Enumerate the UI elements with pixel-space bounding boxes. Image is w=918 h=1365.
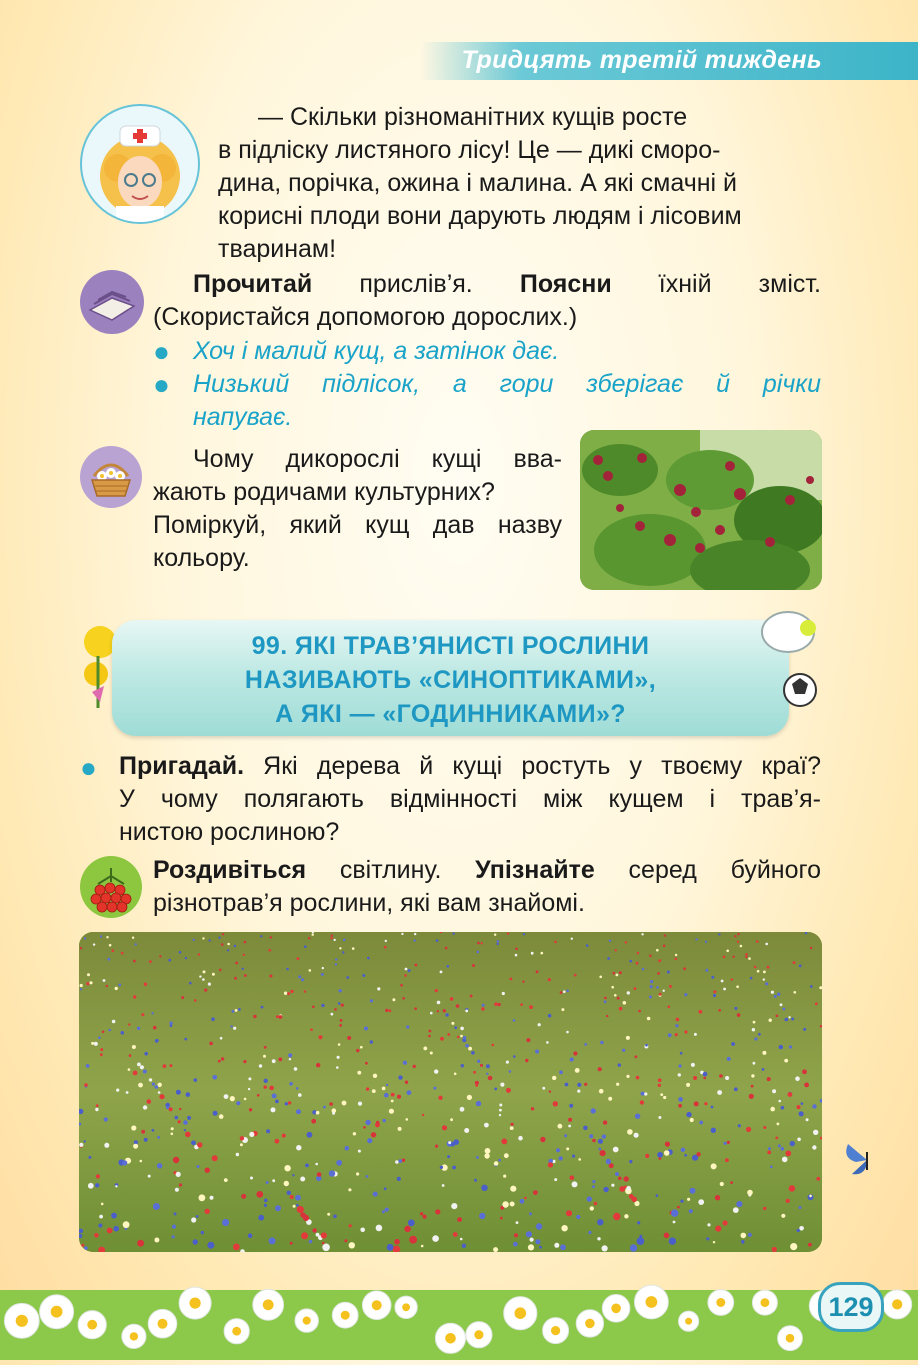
nurse-avatar-icon — [80, 104, 200, 224]
task1-line-1 — [193, 268, 821, 301]
recall-line-1 — [119, 750, 821, 783]
task3-line-1 — [153, 854, 821, 887]
intro-line-1: — Скільки різноманітних кущів росте — [258, 103, 688, 131]
proverb-2-line-2: напуває. — [193, 403, 293, 431]
bullet-dot: ● — [153, 369, 170, 400]
proverb-1: Хоч і малий кущ, а затінок дає. — [193, 337, 560, 365]
bullet-dot: ● — [153, 336, 170, 367]
lesson-title-banner — [112, 620, 789, 736]
task1-line-2: (Скористайся допомогою дорослих.) — [153, 303, 578, 331]
lesson-title-line-3: А ЯКІ — «ГОДИННИКАМИ»? — [275, 700, 626, 728]
task3-line-2: різнотрав’я рослини, які вам знайомі. — [153, 889, 585, 917]
task3-verb-look: Роздивіться — [153, 856, 307, 884]
task3-text-2: серед буйного — [594, 856, 821, 884]
task1-text-1: прислів’я. — [312, 270, 520, 298]
intro-line-3: дина, порічка, ожина і малина. А які смачні й — [218, 169, 738, 197]
page-header-title: Тридцять третій тиждень — [461, 46, 822, 74]
intro-line-5: тваринам! — [218, 235, 337, 263]
task3-verb-recognize: Упізнайте — [475, 856, 595, 884]
header-band — [420, 42, 918, 80]
recall-text-1: Які дерева й кущі ростуть у твоєму краї? — [244, 752, 821, 780]
task2-line-4: кольору. — [153, 544, 250, 572]
proverb-2-line-1: Низький підлісок, а гори зберігає й річки — [193, 370, 821, 398]
intro-line-2: в підліску листяного лісу! Це — дикі сморо- — [218, 136, 721, 164]
book-icon — [80, 270, 144, 334]
lesson-title-line-1: 99. ЯКІ ТРАВ’ЯНИСТІ РОСЛИНИ — [251, 632, 650, 660]
sport-items-decoration-icon — [752, 604, 822, 714]
recall-verb: Пригадай. — [119, 752, 245, 780]
basket-icon — [80, 446, 142, 508]
raspberry-bush-photo — [580, 430, 822, 590]
intro-line-4: корисні плоди вони дарують людям і лісовим — [218, 202, 742, 230]
recall-line-3: нистою рослиною? — [119, 818, 340, 846]
meadow-photo — [79, 932, 822, 1252]
task1-verb-read: Прочитай — [193, 270, 313, 298]
rowan-berries-icon — [80, 856, 142, 918]
recall-line-2: У чому полягають відмінності між кущем і трав’я- — [119, 785, 821, 813]
flower-border-decoration — [0, 1250, 918, 1360]
lesson-title-line-2: НАЗИВАЮТЬ «СИНОПТИКАМИ», — [244, 666, 657, 694]
task2-line-2: жають родичами культурних? — [153, 478, 495, 506]
task1-text-2: їхній зміст. — [611, 270, 821, 298]
task3-text-1: світлину. — [306, 856, 476, 884]
bullet-dot: ● — [80, 752, 97, 783]
task1-verb-explain: Поясни — [519, 270, 612, 298]
task2-line-3: Поміркуй, який кущ дав назву — [153, 511, 562, 539]
task2-line-1: Чому дикорослі кущі вва- — [193, 445, 562, 473]
butterfly-icon — [842, 1140, 892, 1180]
page-number: 129 — [818, 1282, 884, 1332]
